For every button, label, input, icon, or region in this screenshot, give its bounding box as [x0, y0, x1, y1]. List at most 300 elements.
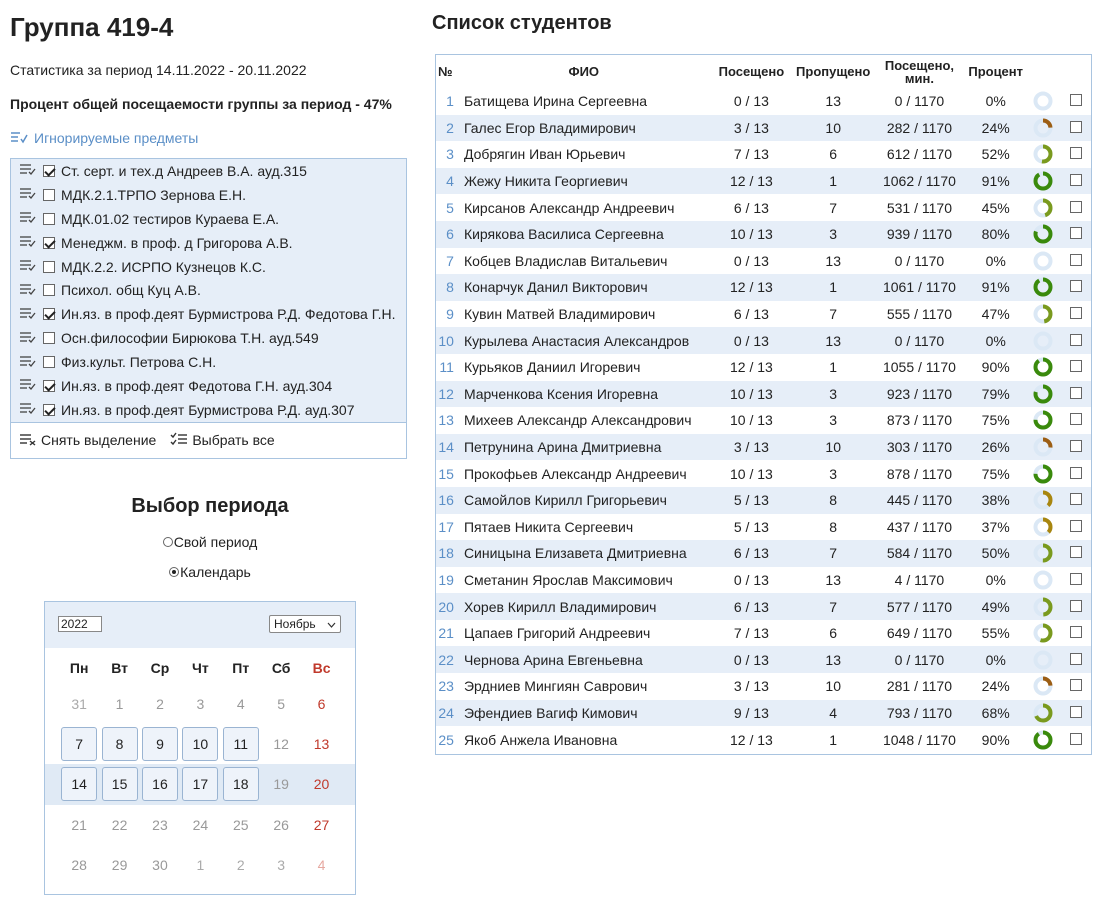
row-checkbox[interactable]	[1070, 413, 1082, 425]
calendar	[44, 601, 356, 895]
missed-count: 1	[793, 168, 873, 195]
row-number[interactable]: 23	[438, 678, 454, 695]
row-checkbox-cell[interactable]	[1061, 354, 1091, 381]
table-row[interactable]	[436, 248, 1091, 275]
row-checkbox[interactable]	[1070, 94, 1082, 106]
table-row[interactable]	[436, 434, 1091, 461]
group-title: Группа 419-4	[10, 12, 174, 42]
row-number[interactable]: 21	[438, 625, 454, 642]
students-title: Список студентов	[432, 12, 612, 34]
calendar-day-label: 12	[273, 736, 289, 753]
row-number[interactable]: 15	[438, 465, 454, 482]
row-checkbox-cell[interactable]	[1061, 673, 1091, 700]
year-input[interactable]: 2022	[58, 616, 102, 632]
row-checkbox-cell[interactable]	[1061, 88, 1091, 115]
row-checkbox-cell[interactable]	[1061, 168, 1091, 195]
calendar-day[interactable]	[180, 807, 220, 842]
visited-count: 3 / 13	[710, 434, 794, 461]
missed-count: 13	[825, 252, 841, 269]
weekday-label: Пт	[232, 660, 250, 676]
table-row[interactable]	[436, 487, 1091, 514]
attendance-percent: 79%	[966, 381, 1026, 408]
row-checkbox-cell[interactable]	[1061, 620, 1091, 647]
row-checkbox-cell[interactable]	[1061, 274, 1091, 301]
table-row[interactable]	[436, 407, 1091, 434]
col-missed: Пропущено	[793, 55, 873, 88]
row-checkbox[interactable]	[1070, 600, 1082, 612]
table-row[interactable]	[436, 514, 1091, 541]
subject-checkbox[interactable]	[43, 356, 55, 368]
calendar-day[interactable]	[140, 847, 180, 882]
student-name: Марченкова Ксения Игоревна	[458, 381, 710, 408]
attendance-percent: 0%	[966, 646, 1026, 673]
subject-checkbox[interactable]	[43, 380, 55, 392]
calendar-week	[45, 684, 355, 724]
row-number[interactable]: 18	[436, 540, 458, 567]
row-number[interactable]: 11	[439, 359, 454, 376]
visited-minutes: 873 / 1170	[886, 412, 952, 429]
row-checkbox-cell[interactable]	[1061, 460, 1091, 487]
row-checkbox-cell[interactable]	[1061, 434, 1091, 461]
radio-calendar-indicator[interactable]	[169, 567, 179, 577]
left-panel	[10, 0, 410, 579]
row-checkbox[interactable]	[1070, 573, 1082, 585]
student-name: Кирякова Василиса Сергеевна	[458, 221, 710, 248]
row-checkbox[interactable]	[1070, 626, 1082, 638]
subject-label: Ин.яз. в проф.деят Бурмистрова Р.Д. ауд.307	[61, 401, 355, 418]
calendar-week	[45, 724, 355, 764]
radio-custom-indicator[interactable]	[163, 537, 173, 547]
row-checkbox-cell[interactable]	[1061, 567, 1091, 594]
missed-count: 3	[793, 221, 873, 248]
calendar-day[interactable]	[59, 727, 99, 762]
col-visited: Посещено	[710, 55, 794, 88]
attendance-percent: 91%	[966, 168, 1026, 195]
month-select[interactable]	[269, 615, 341, 633]
row-checkbox-cell[interactable]	[1061, 646, 1091, 673]
visited-minutes: 0 / 1170	[894, 93, 945, 110]
student-name: Курьяков Даниил Игоревич	[463, 359, 641, 376]
row-number[interactable]: 8	[436, 274, 458, 301]
visited-count: 10 / 13	[710, 221, 794, 248]
row-number[interactable]: 20	[436, 593, 458, 620]
calendar-day-label: 11	[223, 727, 259, 761]
student-name: Кувин Матвей Владимирович	[463, 306, 656, 323]
row-checkbox-cell[interactable]	[1061, 700, 1091, 727]
row-checkbox-cell[interactable]	[1061, 407, 1091, 434]
subject-checkbox[interactable]	[43, 284, 55, 296]
row-checkbox-cell[interactable]	[1061, 487, 1091, 514]
calendar-day[interactable]	[221, 847, 261, 882]
chevron-down-icon	[327, 616, 336, 632]
row-number[interactable]: 5	[446, 199, 454, 216]
weekday-header	[45, 652, 355, 684]
visited-count: 12 / 13	[729, 731, 773, 748]
row-number[interactable]: 17	[438, 518, 454, 535]
row-checkbox-cell[interactable]	[1061, 115, 1091, 142]
calendar-day-label: 30	[152, 856, 168, 873]
row-checkbox-cell[interactable]	[1061, 221, 1091, 248]
calendar-day[interactable]	[221, 727, 261, 762]
calendar-day[interactable]	[99, 687, 139, 722]
row-number[interactable]: 19	[438, 571, 454, 588]
radio-calendar-label: Календарь	[180, 563, 251, 580]
col-number: №	[436, 55, 458, 88]
table-row[interactable]	[436, 194, 1091, 221]
row-number[interactable]: 10	[436, 327, 458, 354]
subject-checkbox[interactable]	[43, 189, 55, 201]
calendar-day[interactable]	[59, 767, 99, 802]
row-checkbox[interactable]	[1070, 121, 1082, 133]
table-row[interactable]	[436, 221, 1091, 248]
visited-count: 6 / 13	[733, 199, 769, 216]
visited-minutes: 445 / 1170	[873, 487, 966, 514]
table-row[interactable]	[436, 88, 1091, 115]
calendar-day-label: 6	[317, 696, 326, 713]
calendar-day[interactable]	[301, 727, 341, 762]
visited-count: 10 / 13	[729, 465, 773, 482]
calendar-day[interactable]	[99, 767, 139, 802]
radio-custom-period[interactable]	[10, 535, 410, 549]
missed-count: 10	[793, 115, 873, 142]
calendar-day[interactable]	[221, 687, 261, 722]
table-row[interactable]	[436, 141, 1091, 168]
calendar-day[interactable]	[140, 767, 180, 802]
table-row[interactable]	[436, 700, 1091, 727]
ignored-subjects-link[interactable]	[10, 128, 410, 148]
row-number[interactable]: 25	[438, 731, 454, 748]
table-row[interactable]	[436, 646, 1091, 673]
row-checkbox-cell[interactable]	[1061, 301, 1091, 328]
attendance-ring-icon	[1026, 407, 1062, 434]
row-checkbox-cell[interactable]	[1061, 194, 1091, 221]
subject-checkbox[interactable]	[43, 237, 55, 249]
attendance-percent: 37%	[981, 518, 1010, 535]
row-number[interactable]: 22	[436, 646, 458, 673]
calendar-day-label: 3	[196, 696, 205, 713]
attendance-percent: 50%	[966, 540, 1026, 567]
table-row[interactable]	[436, 327, 1091, 354]
attendance-percent: 45%	[981, 199, 1010, 216]
table-row[interactable]	[436, 381, 1091, 408]
calendar-day-label: 1	[115, 696, 124, 713]
calendar-day[interactable]	[59, 687, 99, 722]
calendar-week	[45, 805, 355, 845]
missed-count: 7	[793, 540, 873, 567]
calendar-day-label: 24	[192, 816, 209, 833]
row-checkbox[interactable]	[1070, 440, 1082, 452]
row-checkbox-cell[interactable]	[1061, 327, 1091, 354]
attendance-percent: 75%	[981, 465, 1010, 482]
attendance-percent: 0%	[966, 327, 1026, 354]
missed-count: 7	[793, 593, 873, 620]
attendance-ring-icon	[1026, 434, 1062, 461]
visited-minutes: 649 / 1170	[886, 625, 952, 642]
calendar-day[interactable]	[261, 687, 301, 722]
calendar-day-label: 17	[182, 767, 218, 801]
row-checkbox[interactable]	[1070, 733, 1082, 745]
calendar-day[interactable]	[301, 767, 341, 802]
subject-item[interactable]	[11, 398, 406, 422]
list-check-icon	[19, 162, 43, 179]
list-check-icon	[19, 282, 43, 299]
student-name: Синицына Елизавета Дмитриевна	[458, 540, 710, 567]
attendance-percent: 24%	[981, 678, 1010, 695]
calendar-week	[45, 845, 355, 885]
row-checkbox[interactable]	[1070, 307, 1082, 319]
table-row[interactable]	[436, 567, 1091, 594]
col-minutes: Посещено, мин.	[873, 55, 966, 88]
period-title: Выбор периода	[131, 494, 289, 517]
visited-minutes: 0 / 1170	[873, 327, 966, 354]
student-name: Михеев Александр Александрович	[463, 412, 692, 429]
subject-label: Менеджм. в проф. д Григорова А.В.	[61, 234, 293, 251]
row-number[interactable]: 6	[436, 221, 458, 248]
calendar-day-label: 27	[313, 816, 330, 833]
row-checkbox[interactable]	[1070, 227, 1082, 239]
visited-count: 0 / 13	[710, 327, 794, 354]
subject-checkbox[interactable]	[43, 404, 55, 416]
calendar-day[interactable]	[221, 767, 261, 802]
visited-minutes: 612 / 1170	[886, 146, 952, 163]
calendar-day[interactable]	[99, 847, 139, 882]
visited-minutes: 282 / 1170	[873, 115, 966, 142]
weekday-label: Ср	[150, 660, 170, 676]
calendar-day[interactable]	[99, 727, 139, 762]
visited-minutes: 531 / 1170	[886, 199, 952, 216]
student-name: Эрдниев Мингиян Саврович	[463, 678, 648, 695]
visited-count: 12 / 13	[710, 168, 794, 195]
calendar-day-label: 15	[102, 767, 138, 801]
row-number[interactable]: 12	[436, 381, 458, 408]
weekday-label: Сб	[271, 660, 291, 676]
calendar-day[interactable]	[301, 847, 341, 882]
visited-count: 3 / 13	[733, 678, 769, 695]
calendar-day[interactable]	[261, 847, 301, 882]
calendar-day[interactable]	[99, 807, 139, 842]
calendar-day[interactable]	[140, 727, 180, 762]
visited-minutes: 4 / 1170	[894, 571, 945, 588]
row-checkbox[interactable]	[1070, 493, 1082, 505]
subject-label: Ин.яз. в проф.деят Бурмистрова Р.Д. Федотова Г.Н.	[61, 306, 396, 323]
subject-label: Физ.культ. Петрова С.Н.	[61, 354, 217, 371]
student-name: Курылева Анастасия Александров	[458, 327, 710, 354]
row-checkbox-cell[interactable]	[1061, 540, 1091, 567]
attendance-ring-icon	[1026, 115, 1062, 142]
row-checkbox[interactable]	[1070, 706, 1082, 718]
calendar-day[interactable]	[180, 767, 220, 802]
subject-item[interactable]	[11, 278, 406, 302]
calendar-day[interactable]	[59, 807, 99, 842]
visited-count: 12 / 13	[710, 274, 794, 301]
subject-checkbox[interactable]	[43, 213, 55, 225]
subject-checkbox[interactable]	[43, 165, 55, 177]
row-number[interactable]: 16	[436, 487, 458, 514]
calendar-day-label: 19	[273, 776, 289, 793]
row-checkbox[interactable]	[1070, 360, 1082, 372]
select-all-button[interactable]	[170, 432, 274, 449]
row-number[interactable]: 24	[436, 700, 458, 727]
clear-selection-button[interactable]	[19, 432, 156, 449]
calendar-day[interactable]	[59, 847, 99, 882]
student-name: Сметанин Ярослав Максимович	[463, 571, 673, 588]
group-attendance-percent: Процент общей посещаемости группы за период - 47%	[10, 96, 392, 112]
subject-item[interactable]	[11, 231, 406, 255]
calendar-day[interactable]	[301, 687, 341, 722]
row-checkbox-cell[interactable]	[1061, 726, 1091, 753]
weekday-label: Чт	[192, 660, 209, 676]
calendar-day[interactable]	[221, 807, 261, 842]
calendar-day-label: 14	[61, 767, 97, 801]
calendar-grid	[45, 684, 355, 885]
row-checkbox[interactable]	[1070, 467, 1082, 479]
visited-count: 0 / 13	[710, 646, 794, 673]
subject-item[interactable]	[11, 183, 406, 207]
table-row[interactable]	[436, 354, 1091, 381]
row-number[interactable]: 9	[446, 306, 454, 323]
visited-count: 7 / 13	[733, 146, 769, 163]
row-checkbox[interactable]	[1070, 520, 1082, 532]
students-table	[435, 54, 1092, 755]
calendar-day[interactable]	[180, 727, 220, 762]
list-check-icon	[19, 210, 43, 227]
attendance-ring-icon	[1026, 141, 1062, 168]
table-row[interactable]	[436, 673, 1091, 700]
subject-item[interactable]	[11, 159, 406, 183]
calendar-day-label: 28	[71, 856, 87, 873]
row-number[interactable]: 3	[446, 146, 454, 163]
subject-item[interactable]	[11, 350, 406, 374]
row-number[interactable]: 2	[436, 115, 458, 142]
list-check-icon	[19, 401, 43, 418]
row-checkbox[interactable]	[1070, 334, 1082, 346]
calendar-day-label: 8	[102, 727, 138, 761]
calendar-day-label: 29	[111, 856, 128, 873]
calendar-day-label: 2	[236, 856, 245, 873]
attendance-ring-icon	[1026, 301, 1062, 328]
subject-item[interactable]	[11, 326, 406, 350]
row-checkbox[interactable]	[1070, 147, 1082, 159]
attendance-percent: 80%	[966, 221, 1026, 248]
calendar-day[interactable]	[261, 807, 301, 842]
subject-checkbox[interactable]	[43, 261, 55, 273]
row-number[interactable]: 13	[438, 412, 454, 429]
missed-count: 13	[793, 646, 873, 673]
table-row[interactable]	[436, 593, 1091, 620]
table-row[interactable]	[436, 274, 1091, 301]
attendance-percent: 26%	[966, 434, 1026, 461]
attendance-ring-icon	[1026, 540, 1062, 567]
row-checkbox[interactable]	[1070, 201, 1082, 213]
calendar-day[interactable]	[301, 807, 341, 842]
row-checkbox-cell[interactable]	[1061, 248, 1091, 275]
missed-count: 7	[829, 199, 838, 216]
student-name: Кирсанов Александр Андреевич	[463, 199, 675, 216]
calendar-day-label: 10	[182, 727, 218, 761]
row-checkbox-cell[interactable]	[1061, 381, 1091, 408]
row-checkbox[interactable]	[1070, 280, 1082, 292]
row-checkbox-cell[interactable]	[1061, 593, 1091, 620]
row-checkbox[interactable]	[1070, 546, 1082, 558]
subject-checkbox[interactable]	[43, 332, 55, 344]
subject-checkbox[interactable]	[43, 308, 55, 320]
student-name: Эфендиев Вагиф Кимович	[458, 700, 710, 727]
attendance-ring-icon	[1026, 700, 1062, 727]
visited-minutes: 1055 / 1170	[882, 359, 956, 376]
table-row[interactable]	[436, 115, 1091, 142]
table-row[interactable]	[436, 168, 1091, 195]
attendance-ring-icon	[1026, 726, 1062, 753]
missed-count: 13	[825, 93, 841, 110]
table-row[interactable]	[436, 460, 1091, 487]
visited-minutes: 1061 / 1170	[873, 274, 966, 301]
row-checkbox-cell[interactable]	[1061, 514, 1091, 541]
calendar-day[interactable]	[261, 767, 301, 802]
calendar-day-label: 3	[277, 856, 286, 873]
row-number[interactable]: 1	[446, 93, 454, 110]
row-checkbox[interactable]	[1070, 387, 1082, 399]
calendar-day[interactable]	[140, 687, 180, 722]
subject-label: Ин.яз. в проф.деят Федотова Г.Н. ауд.304	[61, 377, 333, 394]
list-check-icon	[19, 330, 43, 347]
row-number[interactable]: 14	[436, 434, 458, 461]
attendance-percent: 49%	[966, 593, 1026, 620]
calendar-day[interactable]	[261, 727, 301, 762]
calendar-day-label: 21	[71, 816, 87, 833]
row-checkbox-cell[interactable]	[1061, 141, 1091, 168]
calendar-day[interactable]	[140, 807, 180, 842]
subject-item[interactable]	[11, 374, 406, 398]
table-row[interactable]	[436, 301, 1091, 328]
subject-actions	[11, 422, 406, 458]
list-check-icon	[19, 258, 43, 275]
subject-item[interactable]	[11, 207, 406, 231]
calendar-day-label: 16	[142, 767, 178, 801]
subject-item[interactable]	[11, 302, 406, 326]
radio-calendar[interactable]	[10, 565, 410, 579]
attendance-percent: 0%	[985, 571, 1006, 588]
ignored-subjects-label: Игнорируемые предметы	[34, 130, 199, 146]
row-checkbox[interactable]	[1070, 254, 1082, 266]
table-row[interactable]	[436, 620, 1091, 647]
attendance-percent: 52%	[981, 146, 1010, 163]
row-checkbox[interactable]	[1070, 679, 1082, 691]
visited-minutes: 923 / 1170	[873, 381, 966, 408]
subject-item[interactable]	[11, 255, 406, 279]
table-row[interactable]	[436, 540, 1091, 567]
row-number[interactable]: 4	[436, 168, 458, 195]
calendar-day-label: 31	[71, 696, 87, 713]
calendar-day[interactable]	[180, 847, 220, 882]
missed-count: 13	[793, 327, 873, 354]
row-number[interactable]: 7	[446, 252, 454, 269]
row-checkbox[interactable]	[1070, 653, 1082, 665]
list-check-icon	[19, 377, 43, 394]
table-row[interactable]	[436, 726, 1091, 753]
calendar-day[interactable]	[180, 687, 220, 722]
visited-minutes: 939 / 1170	[873, 221, 966, 248]
subject-label: МДК.01.02 тестиров Кураева Е.А.	[61, 210, 280, 227]
attendance-ring-icon	[1026, 194, 1062, 221]
attendance-percent: 90%	[981, 359, 1010, 376]
attendance-percent: 75%	[981, 412, 1010, 429]
row-checkbox[interactable]	[1070, 174, 1082, 186]
student-name: Самойлов Кирилл Григорьевич	[458, 487, 710, 514]
student-name: Якоб Анжела Ивановна	[463, 731, 618, 748]
student-name: Пятаев Никита Сергеевич	[463, 518, 634, 535]
attendance-ring-icon	[1026, 221, 1062, 248]
visited-count: 5 / 13	[710, 487, 794, 514]
